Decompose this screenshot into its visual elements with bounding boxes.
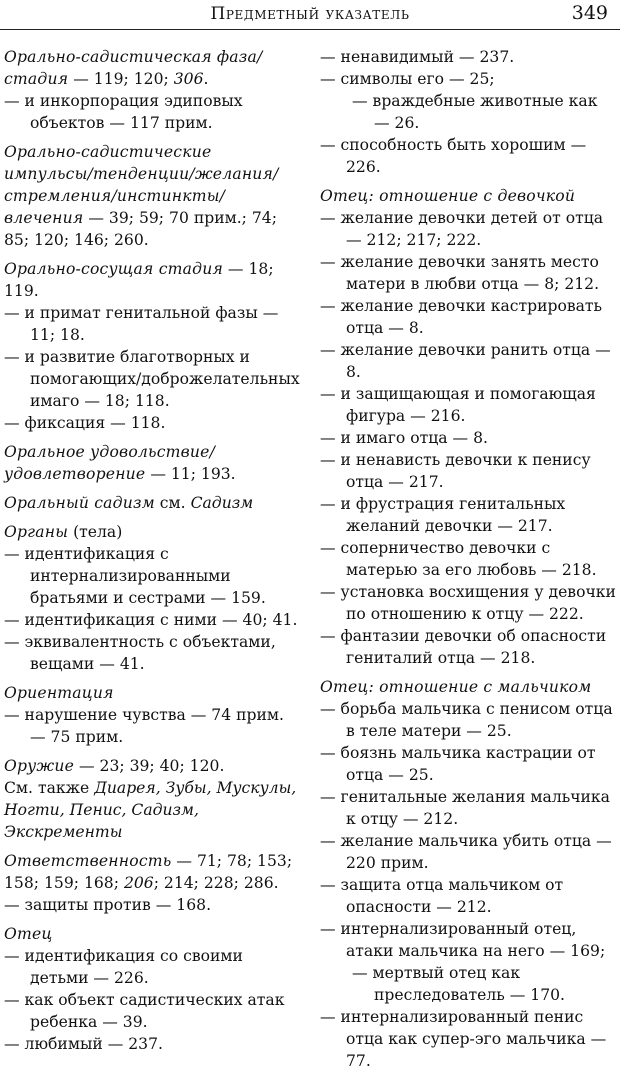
index-column-left — [4, 46, 304, 1062]
subentry: — эквивалентность с объектами, вещами — 41. — [4, 633, 276, 673]
index-entry — [320, 185, 616, 669]
index-entry — [4, 923, 304, 1055]
entry-heading: Орально-садистические импульсы/тенденции/желания/стремления/инстинкты/влечения — [4, 143, 279, 227]
subentry: — и имаго отца — 8. — [320, 429, 488, 447]
index-entry — [320, 676, 616, 1072]
subentry: — борьба мальчика с пенисом отца в теле матери — 25. — [320, 700, 613, 740]
subentry-level2: — мертвый отец как преследователь — 170. — [352, 964, 566, 1004]
see-reference-target: Садизм — [190, 494, 254, 512]
entry-heading-line — [4, 850, 304, 894]
entry-heading: Оральный садизм — [4, 494, 155, 512]
header-title: Предметный указатель — [210, 4, 410, 24]
subentry-level2: — враждебные животные как — 26. — [352, 92, 598, 132]
entry-heading: Отец — [4, 925, 53, 943]
entry-heading: Оружие — [4, 757, 75, 775]
entry-heading-line — [4, 46, 304, 90]
entry-heading: Органы — [4, 523, 69, 541]
entry-heading-line — [4, 258, 304, 302]
index-entry — [4, 492, 304, 514]
index-entry — [4, 755, 304, 843]
entry-heading-line — [4, 755, 304, 777]
subentry: — и инкорпорация эдиповых объектов — 117 прим. — [4, 92, 243, 132]
subentry: — желание девочки детей от отца — 212; 217; 222. — [320, 209, 604, 249]
subentry: — ненавидимый — 237. — [320, 48, 515, 66]
entry-refs: — 23; 39; 40; 120. — [74, 757, 225, 775]
entry-heading-line — [4, 441, 304, 485]
index-column-right — [320, 46, 616, 1079]
entry-refs-end: . — [203, 70, 209, 88]
subentry: — генитальные желания мальчика к отцу — 212. — [320, 788, 610, 828]
subentry: — как объект садистических атак ребенка — 39. — [4, 991, 285, 1031]
entry-refs: — 39; 59; 70 прим.; 74; 85; 120; 146; 260. — [4, 209, 277, 249]
see-reference-label: см. — [154, 494, 191, 512]
subentry: — любимый — 237. — [4, 1035, 163, 1053]
entry-heading-line — [4, 141, 304, 251]
subentry: — идентификация с ними — 40; 41. — [4, 611, 298, 629]
subentry: — идентификация со своими детьми — 226. — [4, 947, 243, 987]
subentry: — желание мальчика убить отца — 220 прим. — [320, 832, 612, 872]
subentry: — и защищающая и помогающая фигура — 216. — [320, 385, 596, 425]
entry-heading: Орально-сосущая стадия — [4, 260, 223, 278]
entry-heading-line — [4, 521, 304, 543]
index-entry — [4, 258, 304, 434]
index-entry — [4, 682, 304, 748]
entry-heading: Отец: отношение с мальчиком — [320, 678, 592, 696]
subentry: — фиксация — 118. — [4, 414, 166, 432]
entry-heading: Оральное удовольствие/удовлетворение — [4, 443, 216, 483]
subentry: — желание девочки кастрировать отца — 8. — [320, 297, 603, 337]
subentry: — желание девочки занять место матери в любви отца — 8; 212. — [320, 253, 600, 293]
subentry: — и фрустрация генитальных желаний девочки — 217. — [320, 495, 566, 535]
entry-refs: — 18; 119. — [4, 260, 274, 300]
see-also-targets: Диарея, Зубы, Мускулы, Ногти, Пенис, Садизм, Экскременты — [4, 779, 297, 841]
entry-heading-line — [4, 923, 304, 945]
subentry: — нарушение чувства — 74 прим. — 75 прим. — [4, 706, 284, 746]
see-also — [4, 777, 304, 843]
subentry: — защита отца мальчиком от опасности — 212. — [320, 876, 564, 916]
subentry: — интернализированный отец, атаки мальчика на него — 169; — [320, 920, 606, 960]
index-entry — [4, 141, 304, 251]
subentry: — и развитие благотворных и помогающих/доброжелательных имаго — 18; 118. — [4, 348, 300, 410]
subentry: — идентификация с интернализированными братьями и сестрами — 159. — [4, 545, 266, 607]
index-entry-continued — [320, 46, 616, 178]
entry-ref-italic: 306 — [173, 70, 204, 88]
entry-heading-line — [4, 682, 304, 704]
see-also-label: См. также — [4, 779, 95, 797]
entry-heading: Ответственность — [4, 852, 172, 870]
subentry: — способность быть хорошим — 226. — [320, 136, 587, 176]
entry-refs: — 119; 120; — [68, 70, 174, 88]
subentry: — интернализированный пенис отца как супер-эго мальчика — 77. — [320, 1008, 607, 1070]
page-number: 349 — [571, 2, 608, 24]
subentry: — боязнь мальчика кастрации от отца — 25. — [320, 744, 596, 784]
entry-refs-end: ; 214; 228; 286. — [153, 874, 279, 892]
entry-heading: Орально-садистическая фаза/стадия — [4, 48, 263, 88]
subentry: — желание девочки ранить отца — 8. — [320, 341, 611, 381]
entry-heading-line — [4, 492, 304, 514]
entry-refs: — 11; 193. — [145, 465, 236, 483]
subentry: — установка восхищения у девочки по отношению к отцу — 222. — [320, 583, 616, 623]
subentry: — и примат генитальной фазы — 11; 18. — [4, 304, 279, 344]
index-entry — [4, 850, 304, 916]
subentry: — и ненависть девочки к пенису отца — 217. — [320, 451, 591, 491]
index-entry — [4, 46, 304, 134]
subentry: — соперничество девочки с матерью за его любовь — 218. — [320, 539, 597, 579]
entry-ref-italic: 206 — [123, 874, 154, 892]
header-rule — [0, 29, 620, 30]
index-entry — [4, 521, 304, 675]
running-header — [0, 0, 620, 30]
subentry: — символы его — 25; — [320, 70, 495, 88]
subentry: — защиты против — 168. — [4, 896, 212, 914]
entry-qualifier: (тела) — [68, 523, 123, 541]
index-entry — [4, 441, 304, 485]
entry-heading: Отец: отношение с девочкой — [320, 187, 576, 205]
subentry: — фантазии девочки об опасности гениталий отца — 218. — [320, 627, 607, 667]
entry-heading: Ориентация — [4, 684, 114, 702]
entry-refs: — 71; 78; 153; 158; 159; 168; — [4, 852, 293, 892]
